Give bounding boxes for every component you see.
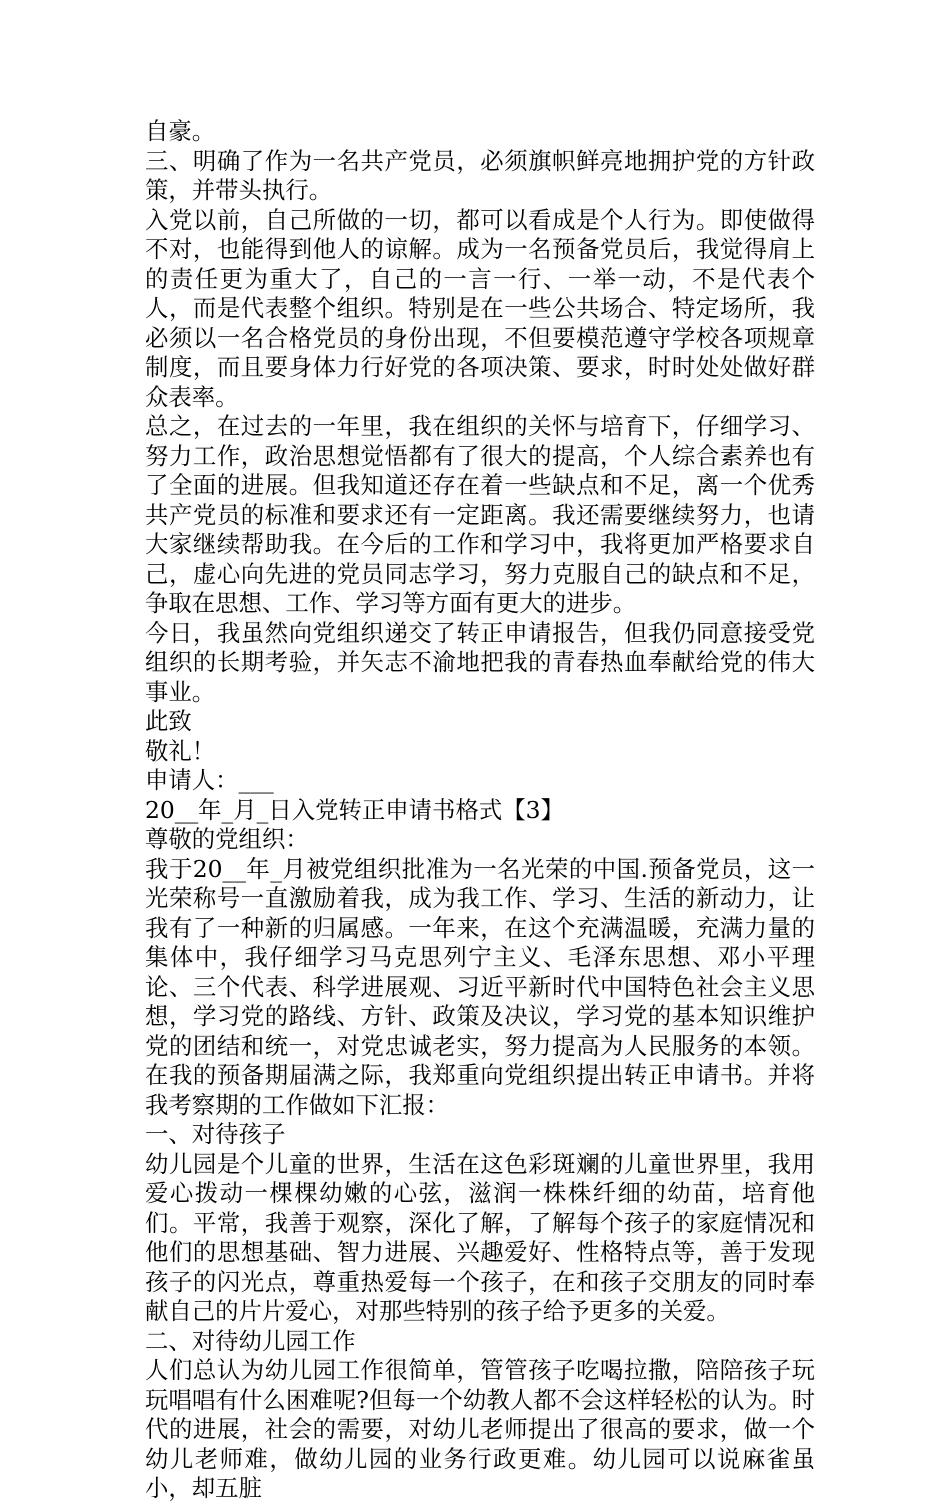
section-title: 20__年_月_日入党转正申请书格式【3】	[145, 795, 564, 824]
document-body	[145, 117, 815, 1504]
paragraph: 人们总认为幼儿园工作很简单，管管孩子吃喝拉撒，陪陪孩子玩玩唱唱有什么困难呢?但每一个幼教人都不会这样轻松的认为。时代的进展，社会的需要，对幼儿老师提出了很高的要求，做一个幼儿老师难，做幼儿园的业务行政更难。幼儿园可以说麻雀虽小，却五脏	[145, 1356, 815, 1502]
paragraph: 幼儿园是个儿童的世界，生活在这色彩斑斓的儿童世界里，我用爱心拨动一棵棵幼嫩的心弦，滋润一株株纤细的幼苗，培育他们。平常，我善于观察，深化了解，了解每个孩子的家庭情况和他们的思想基础、智力进展、兴趣爱好、性格特点等，善于发现孩子的闪光点，尊重热爱每一个孩子，在和孩子交朋友的同时奉献自己的片片爱心，对那些特别的孩子给予更多的关爱。	[145, 1149, 815, 1325]
salutation: 尊敬的党组织：	[145, 825, 309, 853]
paragraph: 我于20__年_月被党组织批准为一名光荣的中国.预备党员，这一光荣称号一直激励着我，成为我工作、学习、生活的新动力，让我有了一种新的归属感。一年来，在这个充满温暖，充满力量的集体中，我仔细学习马克思列宁主义、毛泽东思想、邓小平理论、三个代表、科学进展观、习近平新时代中国特色社会主义思想，学习党的路线、方针、政策及决议，学习党的基本知识维护党的团结和统一，对党忠诚老实，努力提高为人民服务的本领。在我的预备期届满之际，我郑重向党组织提出转正申请书。并将我考察期的工作做如下汇报：	[145, 854, 815, 1119]
closing-line: 此致	[145, 707, 192, 735]
paragraph: 今日，我虽然向党组织递交了转正申请报告，但我仍同意接受党组织的长期考验，并矢志不渝地把我的青春热血奉献给党的伟大事业。	[145, 618, 815, 706]
section-heading: 一、对待孩子	[145, 1120, 286, 1148]
closing-line: 敬礼！	[145, 736, 216, 765]
signature-line: 申请人：___	[145, 766, 274, 794]
paragraph: 总之，在过去的一年里，我在组织的关怀与培育下，仔细学习、努力工作，政治思想觉悟都有了很大的提高，个人综合素养也有了全面的进展。但我知道还存在着一些缺点和不足，离一个优秀共产党员的标准和要求还有一定距离。我还需要继续努力，也请大家继续帮助我。在今后的工作和学习中，我将更加严格要求自己，虚心向先进的党员同志学习，努力克服自己的缺点和不足，争取在思想、工作、学习等方面有更大的进步。	[145, 412, 815, 617]
section-heading: 二、对待幼儿园工作	[145, 1326, 356, 1355]
paragraph: 自豪。	[145, 117, 216, 145]
paragraph: 三、明确了作为一名共产党员，必须旗帜鲜亮地拥护党的方针政策，并带头执行。	[145, 146, 815, 204]
paragraph: 入党以前，自己所做的一切，都可以看成是个人行为。即使做得不对，也能得到他人的谅解。成为一名预备党员后，我觉得肩上的责任更为重大了，自己的一言一行、一举一动，不是代表个人，而是代表整个组织。特别是在一些公共场合、特定场所，我必须以一名合格党员的身份出现，不但要模范遵守学校各项规章制度，而且要身体力行好党的各项决策、要求，时时处处做好群众表率。	[145, 205, 815, 411]
